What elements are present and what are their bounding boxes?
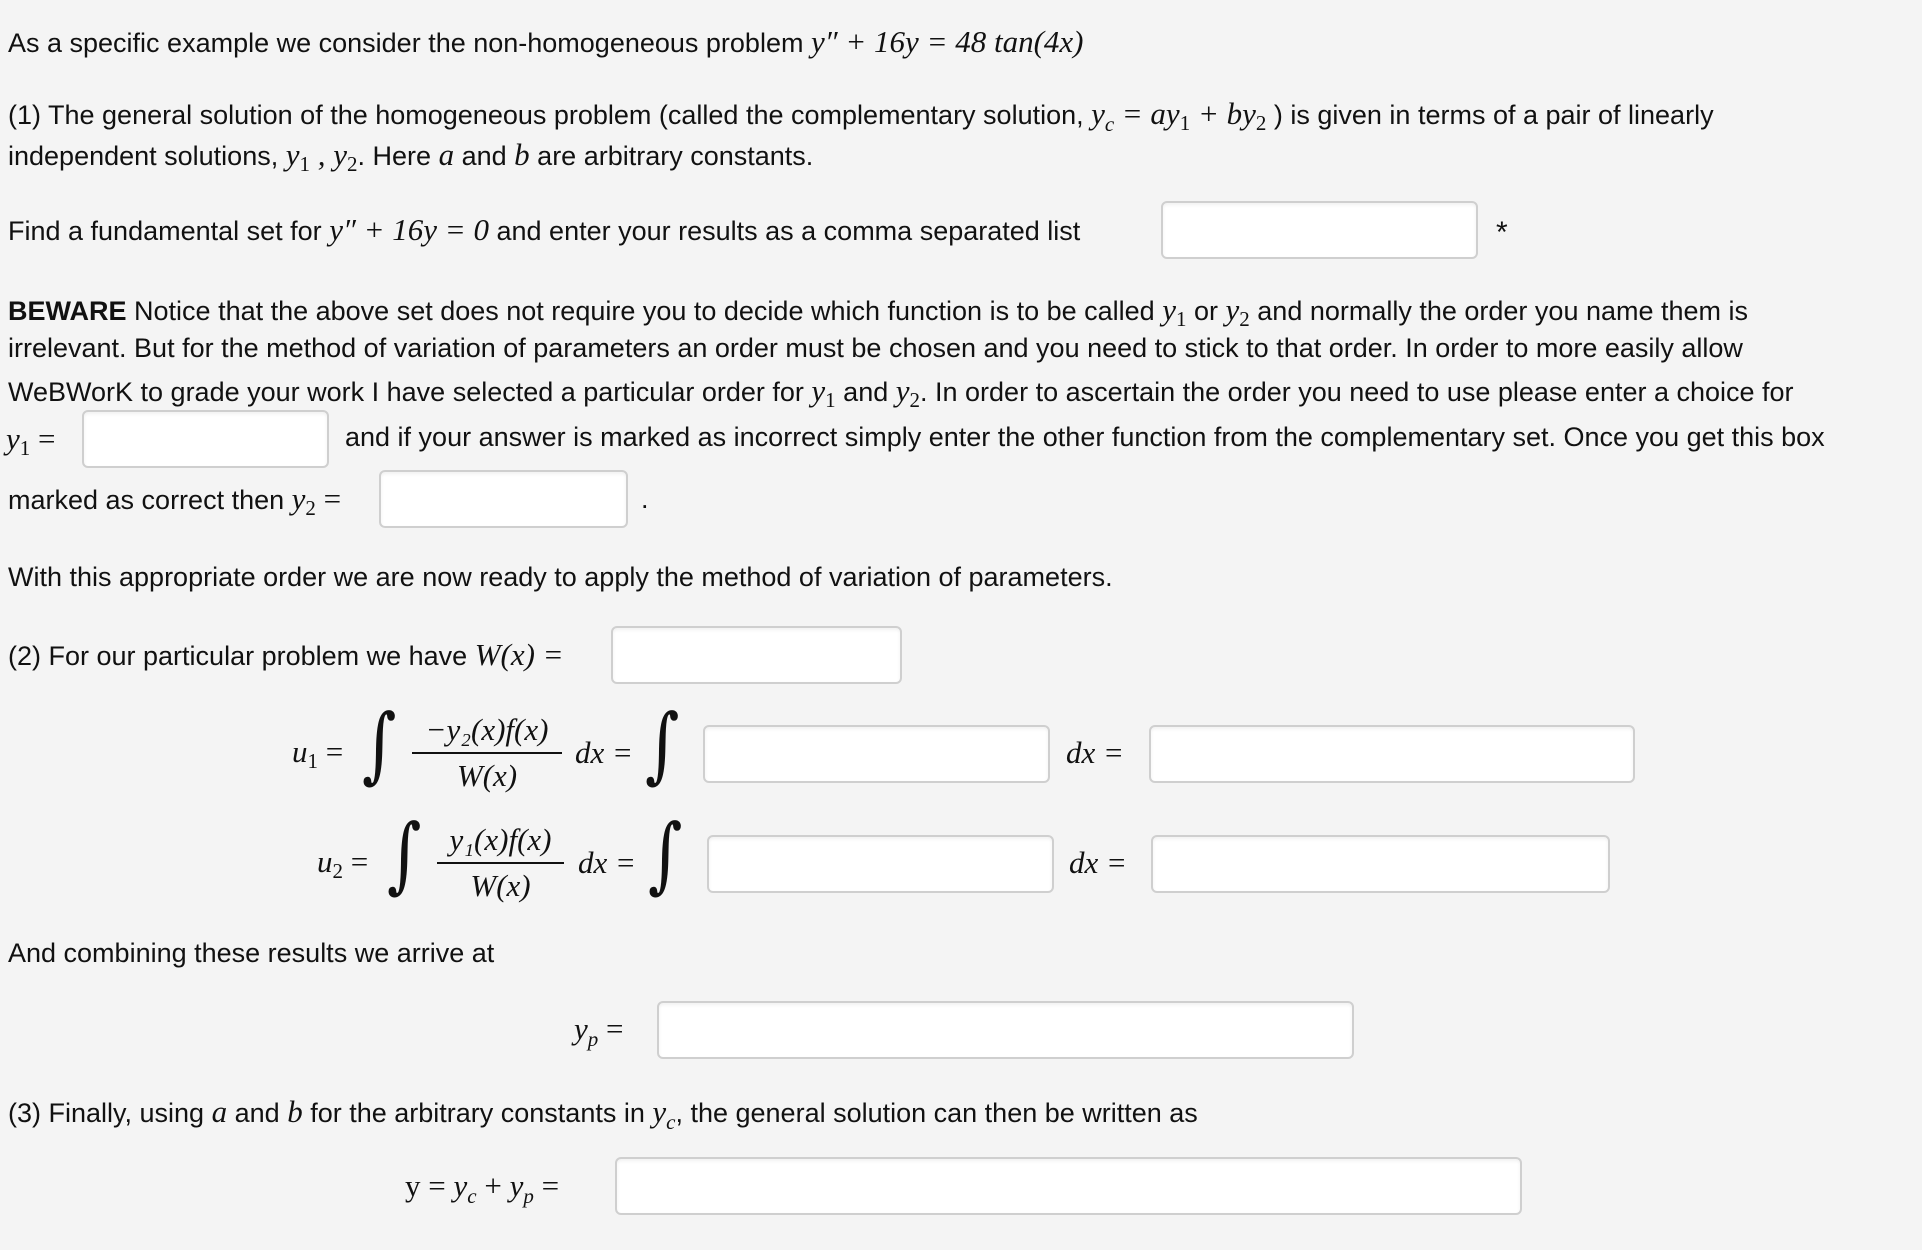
u1-label: $u_1$ =	[292, 734, 344, 773]
yc-expression: = $ay_1 + by_2$	[1121, 96, 1267, 135]
part1-text: independent solutions,	[8, 141, 279, 171]
u2-dx-equals: dx =	[1069, 845, 1127, 880]
integral-sign-icon: ∫	[648, 806, 683, 903]
u1-numerator: −y₂(x)f(x)	[425, 712, 549, 747]
u1-integrand-input[interactable]	[703, 725, 1050, 783]
beware-label: BEWARE	[8, 296, 127, 326]
yp-label: $y_p$ =	[574, 1011, 624, 1051]
u2-integrand-input[interactable]	[707, 835, 1054, 893]
wronskian-label: W(x) =	[474, 637, 564, 672]
fraction-bar	[412, 752, 562, 754]
wronskian-input[interactable]	[611, 626, 902, 684]
u2-denominator: W(x)	[470, 868, 531, 903]
part1-text: (1) The general solution of the homogeneous problem (called the complementary solution,	[8, 100, 1084, 130]
u1-result-input[interactable]	[1149, 725, 1635, 783]
u1-dx-equals: dx =	[1066, 735, 1124, 770]
integral-sign-icon: ∫	[362, 696, 397, 793]
fundamental-set-prompt: Find a fundamental set for y″ + 16y = 0 and enter your results as a comma separated list	[8, 212, 1081, 247]
required-asterisk: *	[1496, 216, 1508, 249]
ode-equation: y″ + 16y = 48 tan(4x)	[810, 24, 1084, 59]
beware-line4: and if your answer is marked as incorrect simply enter the other function from the complementary set. Once you get this box	[345, 422, 1825, 452]
integral-sign-icon: ∫	[387, 806, 422, 903]
u1-denominator: W(x)	[456, 758, 518, 793]
transition-text: With this appropriate order we are now ready to apply the method of variation of parameters.	[8, 562, 1113, 592]
y1-input[interactable]	[82, 410, 329, 468]
integral-sign-icon: ∫	[645, 696, 680, 793]
constant-b: b	[287, 1094, 303, 1129]
intro-statement	[8, 24, 1084, 60]
y2-input[interactable]	[379, 470, 628, 528]
yp-input[interactable]	[657, 1001, 1354, 1059]
fundamental-set-input[interactable]	[1161, 201, 1478, 259]
yc-symbol: $y_c$	[1091, 96, 1115, 136]
beware-line2: irrelevant. But for the method of variation of parameters an order must be chosen and you need to stick to that order. In order to more easily allow	[8, 333, 1743, 363]
part1-line2: independent solutions, $y_1$ , $y_2$. Here a and b are arbitrary constants.	[8, 137, 814, 176]
general-solution-label: $y = y_c + y_p$ =	[405, 1168, 560, 1208]
u2-label: $u_2$ =	[317, 844, 369, 883]
combining-text: And combining these results we arrive at	[8, 938, 495, 968]
part1-line1	[8, 96, 1714, 137]
y1-y2-symbols: $y_1$ , $y_2$	[285, 137, 358, 176]
u2-fraction	[437, 822, 564, 904]
constant-a: a	[211, 1094, 228, 1129]
u2-result-input[interactable]	[1151, 835, 1610, 893]
y1-label: $y_1$ =	[6, 421, 56, 460]
general-solution-input[interactable]	[615, 1157, 1522, 1215]
yc-symbol: $y_c$	[652, 1094, 676, 1134]
constant-a: a	[438, 137, 455, 172]
constant-b: b	[514, 137, 530, 172]
fraction-bar	[437, 862, 564, 864]
intro-text: As a specific example we consider the non-homogeneous problem	[8, 28, 804, 58]
part1-text-end: ) is given in terms of a pair of linearly	[1273, 100, 1714, 130]
y2-label: $y_2$ =	[291, 481, 342, 520]
period: .	[641, 484, 649, 514]
part3-text: (3) Finally, using a and b for the arbitrary constants in $y_c$, the general solution can then be written as	[8, 1094, 1198, 1134]
u2-dx-equals: dx =	[578, 845, 636, 880]
beware-line5: marked as correct then $y_2$ =	[8, 481, 342, 520]
beware-line1: BEWARE Notice that the above set does not require you to decide which function is to be called $y_1$ or $y_2$ and normally the order you name them is	[8, 292, 1749, 331]
part2-text: (2) For our particular problem we have W(x) =	[8, 637, 564, 672]
beware-line3: WeBWorK to grade your work I have selected a particular order for $y_1$ and $y_2$. In order to ascertain the order you need to use please enter a choice for	[8, 373, 1794, 412]
homogeneous-equation: y″ + 16y = 0	[329, 212, 489, 247]
u2-numerator: y₁(x)f(x)	[449, 822, 552, 857]
u1-dx-equals: dx =	[575, 735, 633, 770]
u1-fraction	[412, 712, 562, 794]
